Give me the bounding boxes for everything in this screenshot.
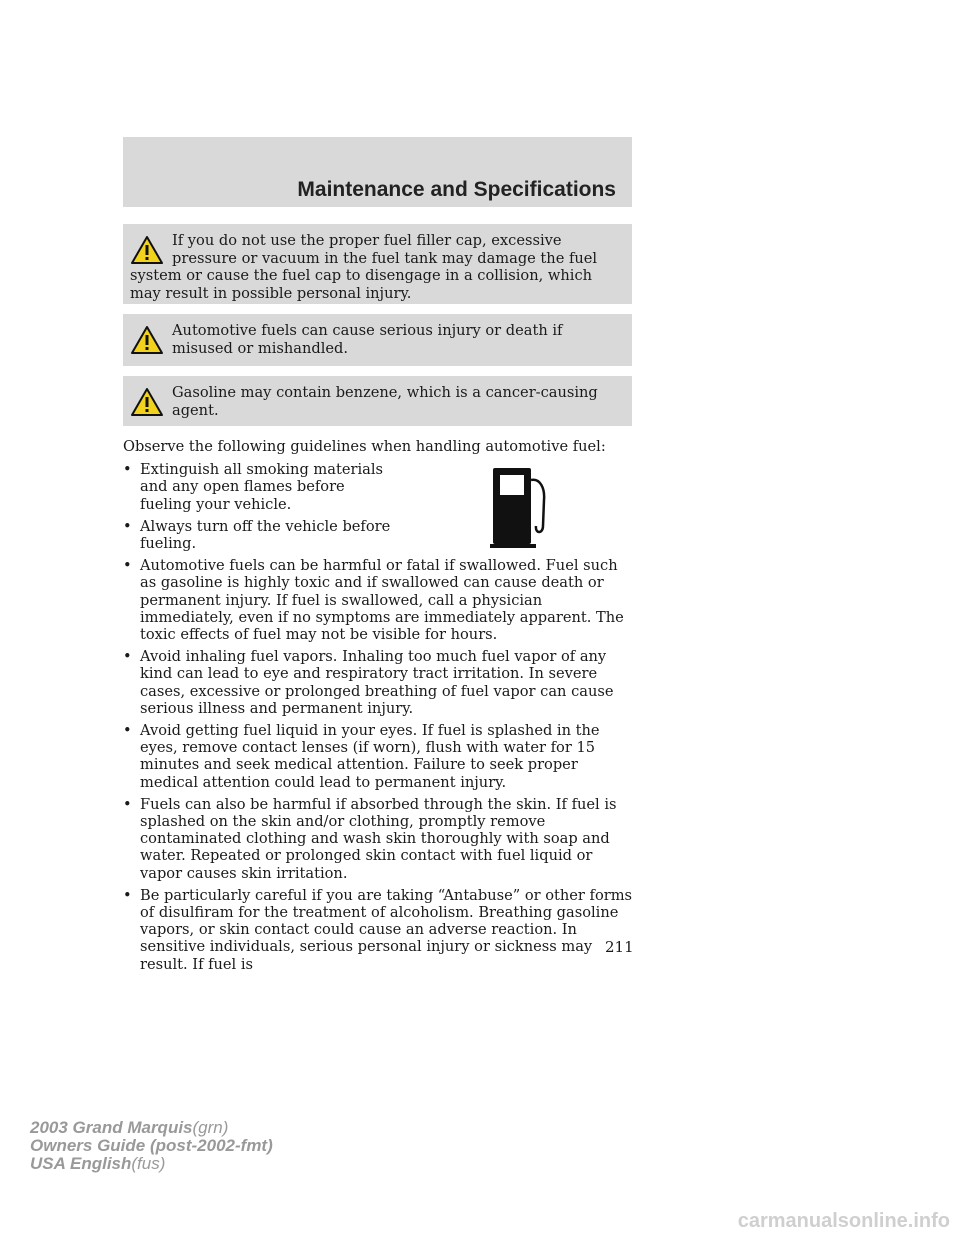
- guidelines-list: [123, 461, 635, 973]
- footer-model: 2003 Grand Marquis: [30, 1118, 193, 1137]
- warning-box-fuel-cap: [123, 224, 632, 304]
- document-footer: [30, 1119, 273, 1173]
- footer-model-code: (grn): [192, 1118, 229, 1137]
- warning-triangle-icon: [130, 387, 164, 417]
- guidelines-section: [123, 438, 635, 978]
- footer-language: USA English: [30, 1154, 132, 1173]
- list-item: [123, 648, 635, 717]
- list-item-text: Automotive fuels can be harmful or fatal if swallowed. Fuel such as gasoline is highly toxic and if swallowed can cause death or permanent injury. If fuel is swallowed, call a physician immediately, even if no symptoms are immediately apparent. The toxic effects of fuel may not be visible for hours.: [140, 557, 624, 644]
- section-title: Maintenance and Specifications: [297, 178, 616, 201]
- warning-triangle-icon: [130, 235, 164, 265]
- list-item-text: Extinguish all smoking materials and any open flames before fueling your vehicle.: [140, 461, 383, 513]
- bullet-symbol: •: [123, 648, 132, 666]
- warning-box-fuel-misuse: [123, 314, 632, 366]
- bullet-symbol: •: [123, 557, 132, 575]
- fuel-pump-icon: [490, 466, 552, 550]
- warning-triangle-icon: [130, 325, 164, 355]
- list-item-text: Fuels can also be harmful if absorbed through the skin. If fuel is splashed on the skin and/or clothing, promptly remove contaminated clothing and wash skin thoroughly with soap and water. Repeated or prolonged skin contact with fuel liquid or vapor causes skin irritation.: [140, 795, 617, 882]
- footer-guide: Owners Guide (post-2002-fmt): [30, 1136, 273, 1155]
- warning-text: If you do not use the proper fuel filler cap, excessive pressure or vacuum in the fuel tank may damage the fuel system or cause the fuel cap to disengage in a collision, which may result in possible personal injury.: [130, 232, 598, 302]
- section-header-band: [123, 137, 632, 207]
- watermark: carmanualsonline.info: [737, 1210, 950, 1232]
- bullet-symbol: •: [123, 795, 132, 813]
- bullet-symbol: •: [123, 722, 132, 740]
- list-item-text: Avoid getting fuel liquid in your eyes. If fuel is splashed in the eyes, remove contact lenses (if worn), flush with water for 15 minutes and seek medical attention. Failure to seek proper medical attention could lead to permanent injury.: [140, 722, 600, 791]
- list-item-text: Be particularly careful if you are taking “Antabuse” or other forms of disulfiram for the treatment of alcoholism. Breathing gasoline vapors, or skin contact could cause an adverse reaction. In sensitive individuals, serious personal injury or sickness may result. If fuel is: [140, 886, 633, 973]
- list-item-text: Always turn off the vehicle before fueling.: [140, 517, 391, 553]
- list-item: [123, 722, 635, 791]
- bullet-symbol: •: [123, 886, 132, 904]
- page-number: 211: [605, 938, 634, 956]
- bullet-symbol: •: [123, 461, 132, 479]
- footer-language-code: (fus): [131, 1154, 166, 1173]
- list-item: [123, 796, 635, 882]
- list-item: [123, 518, 395, 552]
- list-item: [123, 887, 635, 973]
- list-item: [123, 461, 395, 513]
- guidelines-intro: Observe the following guidelines when handling automotive fuel:: [123, 438, 606, 455]
- list-item: [123, 557, 635, 643]
- list-item-text: Avoid inhaling fuel vapors. Inhaling too much fuel vapor of any kind can lead to eye and respiratory tract irritation. In severe cases, excessive or prolonged breathing of fuel vapor can cause serious illness and permanent injury.: [140, 648, 614, 717]
- warning-text: Gasoline may contain benzene, which is a cancer-causing agent.: [172, 384, 598, 419]
- warning-text: Automotive fuels can cause serious injury or death if misused or mishandled.: [172, 322, 563, 357]
- bullet-symbol: •: [123, 517, 132, 535]
- warning-box-benzene: [123, 376, 632, 426]
